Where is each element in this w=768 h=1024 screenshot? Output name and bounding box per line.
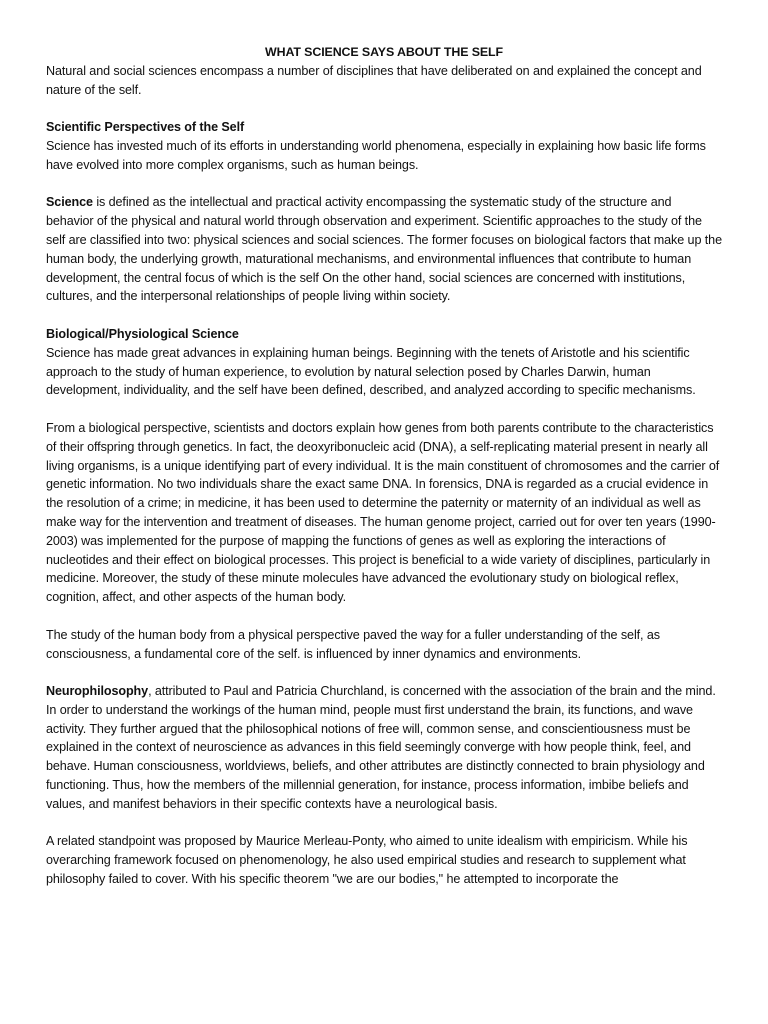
scientific-text: Science has invested much of its efforts in understanding world phenomena, especially in explaining how basic life forms have evolved into more complex organisms, such as human beings. — [46, 138, 706, 172]
physical-paragraph: The study of the human body from a physical perspective paved the way for a fuller understanding of the self, as consciousness, a fundamental core of the self. is influenced by inner dynamics and environments. — [46, 627, 660, 661]
biological-heading: Biological/Physiological Science — [46, 326, 239, 341]
scientific-heading: Scientific Perspectives of the Self — [46, 120, 245, 135]
science-definition-paragraph — [46, 193, 722, 306]
science-term: Science — [46, 195, 93, 210]
neurophilosophy-paragraph — [46, 682, 722, 814]
biological-section — [46, 325, 722, 400]
page-title: WHAT SCIENCE SAYS ABOUT THE SELF — [265, 45, 503, 59]
intro-paragraph: Natural and social sciences encompass a number of disciplines that have deliberated on and explained the concept and nature of the self. — [46, 63, 702, 97]
genetics-paragraph: From a biological perspective, scientists and doctors explain how genes from both parents contribute to the characteristics of their offspring through genetics. In fact, the deoxyribonucleic acid (DNA), a self-replicating material present in nearly all living organisms, is a unique identifying part of every individual. It is the main constituent of chromosomes and the carrier of genetic information. No two individuals share the exact same DNA. In forensics, DNA is regarded as a crucial evidence in the resolution of a crime; in medicine, it has been used to determine the paternity or maternity of an individual as well as make way for the intervention and treatment of diseases. The human genome project, carried out for over ten years (1990-2003) was implemented for the purpose of mapping the functions of genes as well as exploring the interactions of nucleotides and their effect on biological processes. This project is beneficial to a wide variety of disciplines, particularly in medicine. Moreover, the study of these minute molecules have advanced the evolutionary study on biological reflex, cognition, affect, and other aspects of the human body. — [46, 420, 720, 605]
neurophilosophy-text: , attributed to Paul and Patricia Churchland, is concerned with the association of the brain and the mind. In order to understand the workings of the human mind, people must first understand the brain, its functions, and wave activity. They further argued that the philosophical notions of free will, common sense, and conscientiousness must be explained in the context of neuroscience as advances in this field seemingly converge with how people think, feel, and behave. Human consciousness, worldviews, beliefs, and other attributes are distinctly connected to brain physiology and functioning. Thus, how the members of the millennial generation, for instance, process information, imbibe beliefs and values, and manifest behaviors in their specific contexts have a neurological basis. — [46, 684, 716, 811]
scientific-section — [46, 118, 722, 174]
neurophilosophy-term: Neurophilosophy — [46, 684, 149, 699]
science-definition-text: is defined as the intellectual and practical activity encompassing the systematic study of the structure and behavior of the physical and natural world through observation and experiment. Scientific approaches to the study of the self are classified into two: physical sciences and social sciences. The former focuses on biological factors that make up the human body, the underlying growth, maturational mechanisms, and environmental influences that contribute to human development, the central focus of which is the self On the other hand, social sciences are concerned with institutions, cultures, and the interpersonal relationships of people living within society. — [46, 195, 722, 304]
merleau-ponty-paragraph: A related standpoint was proposed by Maurice Merleau-Ponty, who aimed to unite idealism with empiricism. While his overarching framework focused on phenomenology, he also used empirical studies and research to supplement what philosophy failed to cover. With his specific theorem "we are our bodies," he attempted to incorporate the — [46, 834, 688, 887]
biological-text: Science has made great advances in explaining human beings. Beginning with the tenets of Aristotle and his scientific approach to the study of human experience, to evolution by natural selection posed by Charles Darwin, human development, individuality, and the self have been defined, described, and analyzed according to specific mechanisms. — [46, 345, 696, 398]
